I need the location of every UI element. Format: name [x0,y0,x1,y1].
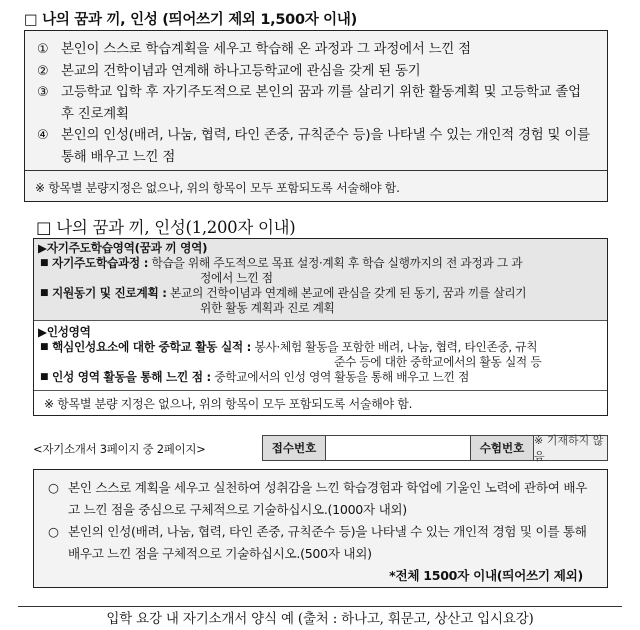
section2-note: ※ 항목별 분량 지정은 없으나, 위의 항목이 모두 포함되도록 서술해야 함. [44,397,413,411]
item-text [52,286,607,316]
list-item [38,370,607,385]
group-heading: ▶자기주도학습영역(꿈과 끼 영역) [38,241,208,255]
receipt-number-field[interactable] [326,436,471,460]
section1-note: ※ 항목별 분량지정은 없으나, 위의 항목이 모두 포함되도록 서술해야 함. [35,181,400,195]
list-item [38,340,607,370]
item-continuation: 준수 등에 대한 중학교에서의 활동 실적 등 [334,355,542,369]
square-bullet-icon: ■ [40,372,49,382]
item-lead: 지원동기 및 진로계획 : [52,286,167,300]
section3-footer: *전체 1500자 이내(띄어쓰기 제외) [389,568,583,583]
list-item [48,477,597,521]
square-bullet-icon: ■ [40,288,49,298]
item-text: 본인의 인성(배려, 나눔, 협력, 타인 존중, 규칙준수 등)을 나타낼 수 있는 개인적 경험 및 이를 통해 배우고 느낀 점 [61,128,590,165]
circle-bullet-icon: ○ [48,480,59,495]
exam-number-field: ※ 기재하지 않음 [534,436,607,460]
item-text: 본교의 건학이념과 연계해 하나고등학교에 관심을 갖게 된 동기 [61,63,421,79]
item-body: 중학교에서의 인성 영역 활동을 통해 배우고 느낀 점 [210,370,469,384]
character-group [34,321,607,391]
item-body: 학습을 위해 주도적으로 목표 설정·계획 후 학습 실행까지의 전 과정과 그 과 [148,256,523,270]
item-number: ③ [37,85,49,100]
square-bullet-icon: ■ [40,342,49,352]
item-text: 본인 스스로 계획을 세우고 실천하여 성취감을 느낀 학습경험과 학업에 기울인 노력에 관하여 배우고 느낀 점을 중심으로 구체적으로 기술하십시오.(1000자 내외) [68,480,588,517]
item-text: 본인이 스스로 학습계획을 세우고 학습해 온 과정과 그 과정에서 느낀 점 [61,42,471,57]
item-text [52,340,607,370]
self-directed-group [34,239,607,321]
list-item [37,125,595,168]
item-continuation: 위한 활동 계획과 진로 계획 [200,301,335,315]
list-item [38,286,607,316]
caption: 입학 요강 내 자기소개서 양식 예 (출처 : 하나고, 휘문고, 상산고 입시요강) [106,611,534,627]
item-text: 고등학교 입학 후 자기주도적으로 본인의 꿈과 끼를 살리기 위한 활동계획 및 고등학교 졸업 후 진로계획 [61,85,581,122]
id-number-box [262,435,608,461]
item-lead: 핵심인성요소에 대한 중학교 활동 실적 : [52,340,252,354]
item-continuation: 정에서 느낀 점 [200,271,273,285]
item-body: 본교의 건학이념과 연계해 본교에 관심을 갖게 된 동기, 꿈과 끼를 살리기 [166,286,527,300]
item-text [52,370,607,385]
page-indicator: <자기소개서 3페이지 중 2페이지> [33,442,206,456]
section3-box [33,469,608,588]
item-text: 본인의 인성(배려, 나눔, 협력, 타인 존중, 규칙준수 등)을 나타낼 수 있는 개인적 경험 및 이를 통해 배우고 느낀 점을 구체적으로 기술하십시오.(500자 내외) [68,524,587,561]
section1-title: □ 나의 꿈과 끼, 인성 (띄어쓰기 제외 1,500자 이내) [24,12,357,28]
section2-title: □ 나의 꿈과 끼, 인성(1,200자 이내) [36,218,296,237]
square-bullet-icon: ■ [40,258,49,268]
list-item [37,39,595,61]
item-text [52,256,607,286]
circle-bullet-icon: ○ [48,524,59,539]
list-item [37,82,595,125]
item-number: ② [37,63,49,79]
item-number: ④ [37,128,49,143]
section2-box [33,238,608,416]
group-heading: ▶인성영역 [38,325,91,339]
list-item [38,256,607,286]
item-body: 봉사·체험 활동을 포함한 배려, 나눔, 협력, 타인존중, 규칙 [251,340,538,354]
list-item [37,61,595,83]
receipt-number-label: 접수번호 [263,436,326,460]
list-item [48,521,597,565]
item-lead: 자기주도학습과정 : [52,256,149,270]
item-number: ① [37,42,49,57]
exam-number-label: 수험번호 [471,436,534,460]
item-lead: 인성 영역 활동을 통해 느낀 점 : [52,370,211,384]
section1-box [24,30,608,202]
section1-list [25,31,607,171]
